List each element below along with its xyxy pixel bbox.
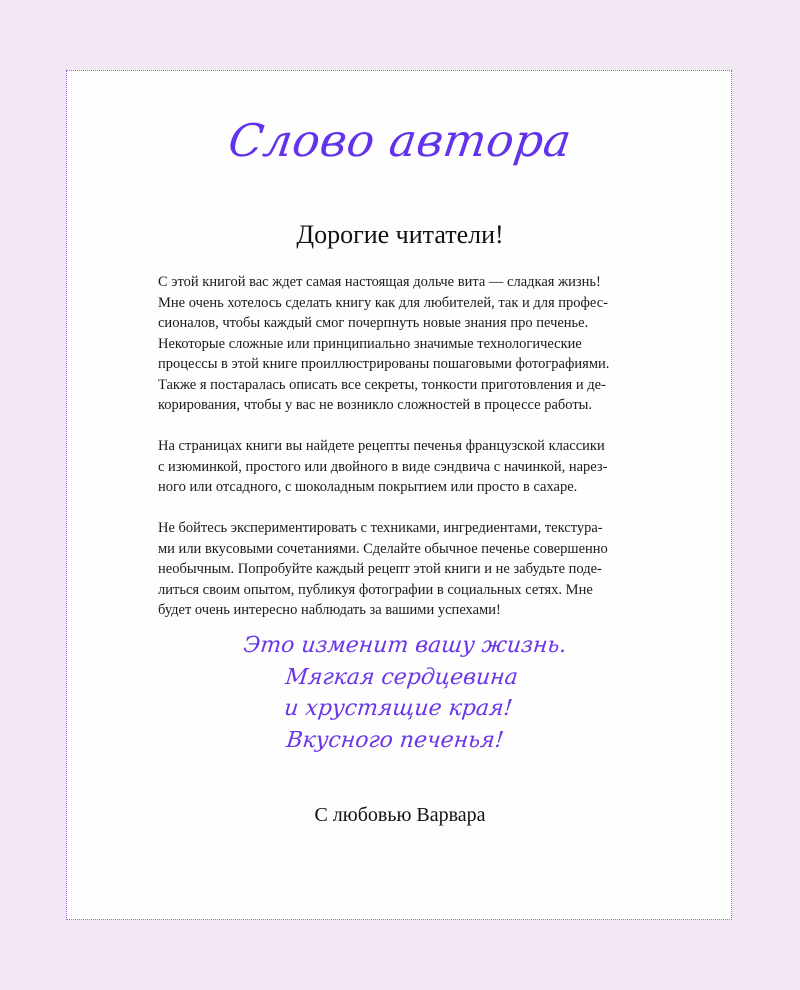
wish-line: Мягкая сердцевина [284, 664, 520, 690]
text-line: Не бойтесь экспериментировать с техниками, ингредиентами, текстура- [158, 520, 603, 536]
text-line: Мне очень хотелось сделать книгу как для любителей, так и для профес- [158, 294, 608, 311]
text-line: процессы в этой книге проиллюстрированы пошаговыми фотографиями. [158, 356, 610, 372]
paragraph-recipes [158, 436, 652, 498]
greeting-heading: Дорогие читатели! [296, 220, 504, 249]
text-line: необычным. Попробуйте каждый рецепт этой книги и не забудьте поде- [158, 561, 602, 577]
wish-line: Это изменит вашу жизнь. [242, 633, 568, 658]
paragraph-experiment [158, 518, 652, 621]
text-line: С этой книгой вас ждет самая настоящая дольче вита — сладкая жизнь! [158, 274, 601, 290]
wish-block [0, 630, 800, 756]
text-line: корирования, чтобы у вас не возникло сложностей в процессе работы. [158, 397, 593, 413]
wish-line: Вкусного печенья! [285, 727, 505, 753]
text-line: ми или вкусовыми сочетаниями. Сделайте обычное печенье совершенно [158, 540, 608, 557]
text-line: будет очень интересно наблюдать за вашими успехами! [158, 602, 501, 618]
wish-line: и хрустящие края! [282, 696, 514, 721]
text-line: литься своим опытом, публикуя фотографии в социальных сетях. Мне [158, 581, 593, 598]
paragraph-intro [158, 272, 652, 416]
text-line: ного или отсадного, с шоколадным покрытием или просто в сахаре. [158, 479, 578, 495]
body-text [158, 272, 652, 641]
text-line: с изюминкой, простого или двойного в виде сэндвича с начинкой, нарез- [158, 458, 608, 475]
section-title: Слово автора [225, 114, 575, 167]
text-line: сионалов, чтобы каждый смог почерпнуть новые знания про печенье. [158, 315, 589, 331]
text-line: На страницах книги вы найдете рецепты печенья французской классики [158, 438, 605, 454]
signature: С любовью Варвара [314, 804, 486, 826]
text-line: Некоторые сложные или принципиально значимые технологические [158, 335, 582, 352]
text-line: Также я постаралась описать все секреты, тонкости приготовления и де- [158, 376, 606, 393]
